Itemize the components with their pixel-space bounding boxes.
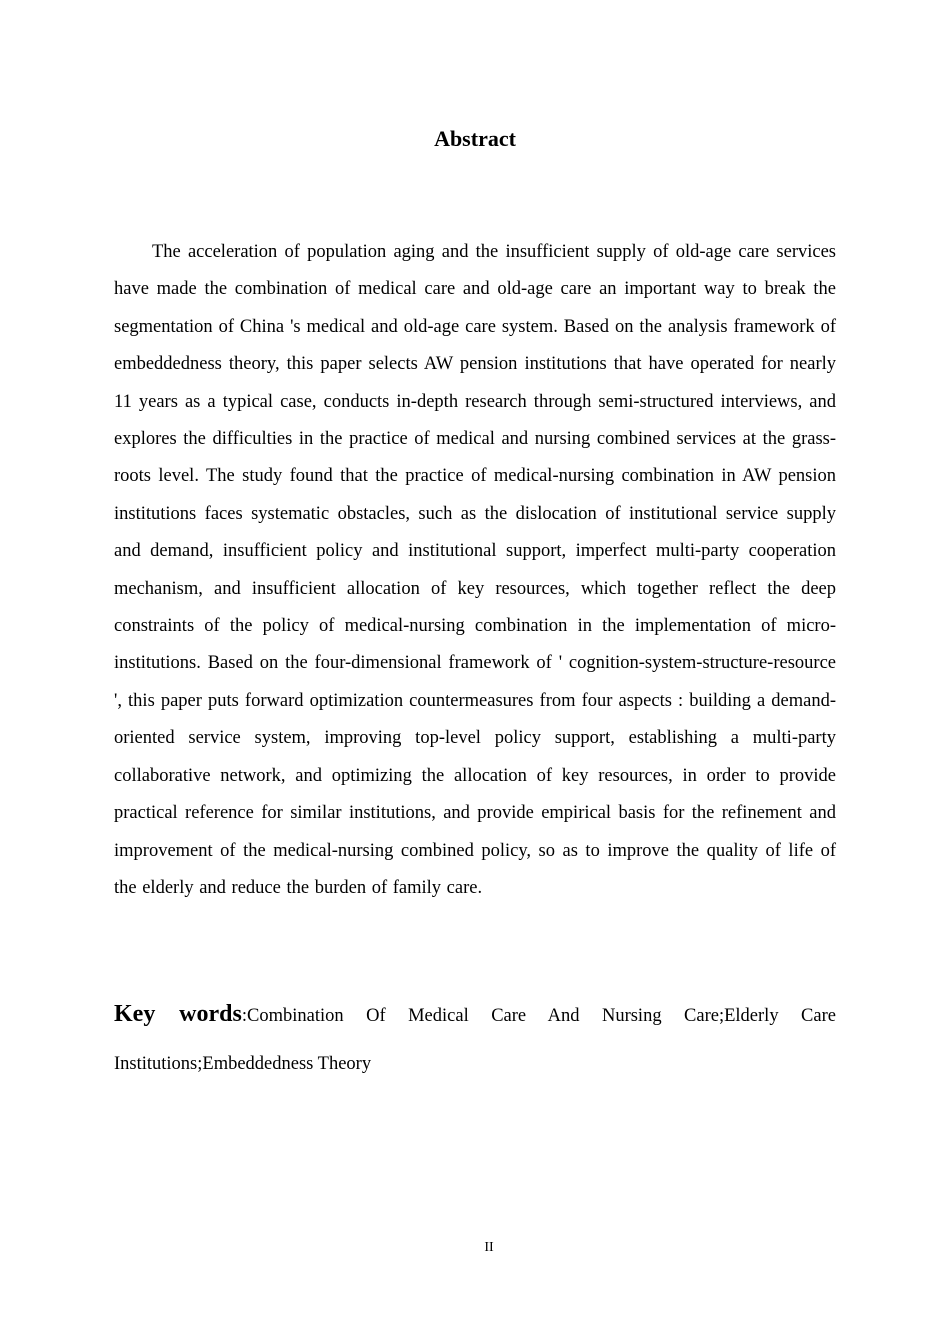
- abstract-title: Abstract: [434, 126, 516, 151]
- keywords-text: Combination Of Medical Care And Nursing Care;Elderly Care Institutions;Embeddedness Theory: [114, 1006, 836, 1074]
- keywords-section: [114, 990, 836, 1088]
- page-number: II: [484, 1240, 494, 1255]
- keywords-separator: :: [241, 1006, 247, 1026]
- keywords-label: Key words: [114, 1001, 242, 1027]
- abstract-paragraph: The acceleration of population aging and the insufficient supply of old-age care services have made the combination of medical care and old-age care an important way to break the segmentation of China 's medical and old-age care system. Based on the analysis framework of embeddedness theory, this paper selects AW pension institutions that have operated for nearly 11 years as a typical case, conducts in-depth research through semi-structured interviews, and explores the difficulties in the practice of medical and nursing combined services at the grass-roots level. The study found that the practice of medical-nursing combination in AW pension institutions faces systematic obstacles, such as the dislocation of institutional service supply and demand, insufficient policy and institutional support, imperfect multi-party cooperation mechanism, and insufficient allocation of key resources, which together reflect the deep constraints of the policy of medical-nursing combination in the implementation of micro-institutions. Based on the four-dimensional framework of ' cognition-system-structure-resource ', this paper puts forward optimization countermeasures from four aspects : building a demand-oriented service system, improving top-level policy support, establishing a multi-party collaborative network, and optimizing the allocation of key resources, in order to provide practical reference for similar institutions, and provide empirical basis for the refinement and improvement of the medical-nursing combined policy, so as to improve the quality of life of the elderly and reduce the burden of family care.: [114, 242, 836, 898]
